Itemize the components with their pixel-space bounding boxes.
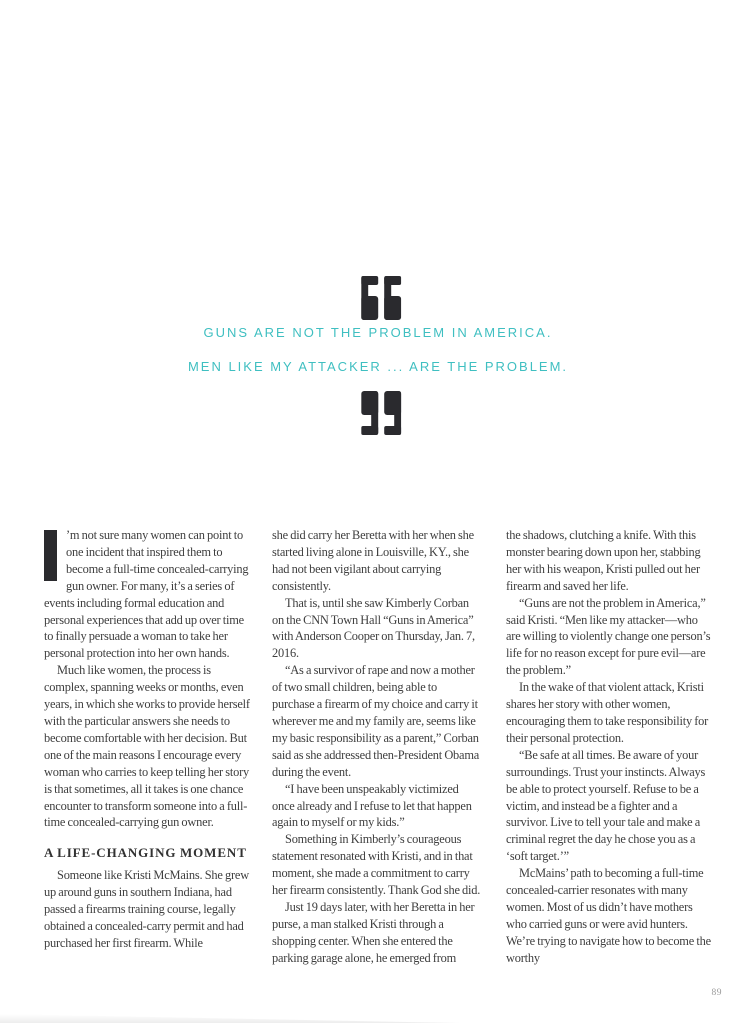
article-paragraph: she did carry her Beretta with her when she started living alone in Louisville, KY., she had not been vigilant about carrying consistently. [272,528,474,593]
close-quote-icon [361,391,401,440]
article-paragraph: In the wake of that violent attack, Kristi shares her story with other women, encouraging them to take responsibility for their personal protection. [506,680,709,745]
page-number: 89 [711,988,722,998]
article-paragraph: Someone like Kristi McMains. She grew up around guns in southern Indiana, had passed a firearms training course, legally obtained a concealed-carry permit and had purchased her first firearm. While [44,868,249,950]
article-column-1 [44,527,253,952]
article-paragraph: “Guns are not the problem in America,” said Kristi. “Men like my attacker—who are willing to violently change one person’s life for no reason except for pure evil—are the problem.” [506,595,711,678]
article-paragraph: “As a survivor of rape and now a mother of two small children, being able to purchase a firearm of my choice and carry it wherever me and my family are, seems like my basic responsibility as a parent,” Corban said as she addressed then-President Obama during the event. [272,663,480,779]
article-paragraph: Much like women, the process is complex, spanning weeks or months, even years, in which she works to provide herself with the particular answers she needs to become comfortable with her decision. But one of the main reasons I encourage every woman who carries to keep telling her story is that sometimes, all it takes is one chance encounter to transform someone into a full-time concealed-carrying gun owner. [44,663,250,830]
article-paragraph: “Be safe at all times. Be aware of your surroundings. Trust your instincts. Always be able to protect yourself. Refuse to be a victim, and instead be a fighter and a survivor. Live to tell your tale and make a criminal regret the day he chose you as a ‘soft target.’” [506,747,706,864]
section-heading: A LIFE-CHANGING MOMENT [44,845,247,861]
article-paragraph: the shadows, clutching a knife. With this monster bearing down upon her, stabbing her with his weapon, Kristi pulled out her firearm and saved her life. [506,528,701,593]
page-bottom-shadow [0,1014,460,1023]
article-paragraph: Something in Kimberly’s courageous statement resonated with Kristi, and in that moment, she made a commitment to carry her firearm consistently. Thank God she did. [272,832,481,898]
pull-quote-line-2: MEN LIKE MY ATTACKER ... ARE THE PROBLEM. [187,359,569,374]
pull-quote-line-1: GUNS ARE NOT THE PROBLEM IN AMERICA. [203,325,553,340]
article-paragraph: “I have been unspeakably victimized once already and I refuse to let that happen again to myself or my kids.” [272,781,472,830]
article-paragraph: ’m not sure many women can point to one incident that inspired them to become a full-time concealed-carrying gun owner. For many, it’s a series of events including formal education and personal experiences that add up over time to finally persuade a woman to take her personal protection into her own hands. [44,528,249,661]
article-column-2 [272,527,481,967]
article-paragraph: McMains’ path to becoming a full-time concealed-carrier resonates with many women. Most of us didn’t have mothers who carried guns or were avid hunters. We’re trying to navigate how to become the worthy [506,866,711,965]
open-quote-icon [361,276,401,325]
article-paragraph: Just 19 days later, with her Beretta in her purse, a man stalked Kristi through a shopping center. When she entered the parking garage alone, he emerged from [272,899,475,965]
article-paragraph: That is, until she saw Kimberly Corban on the CNN Town Hall “Guns in America” with Anderson Cooper on Thursday, Jan. 7, 2016. [272,595,475,661]
drop-cap-i [44,530,57,581]
article-column-3 [506,527,713,967]
